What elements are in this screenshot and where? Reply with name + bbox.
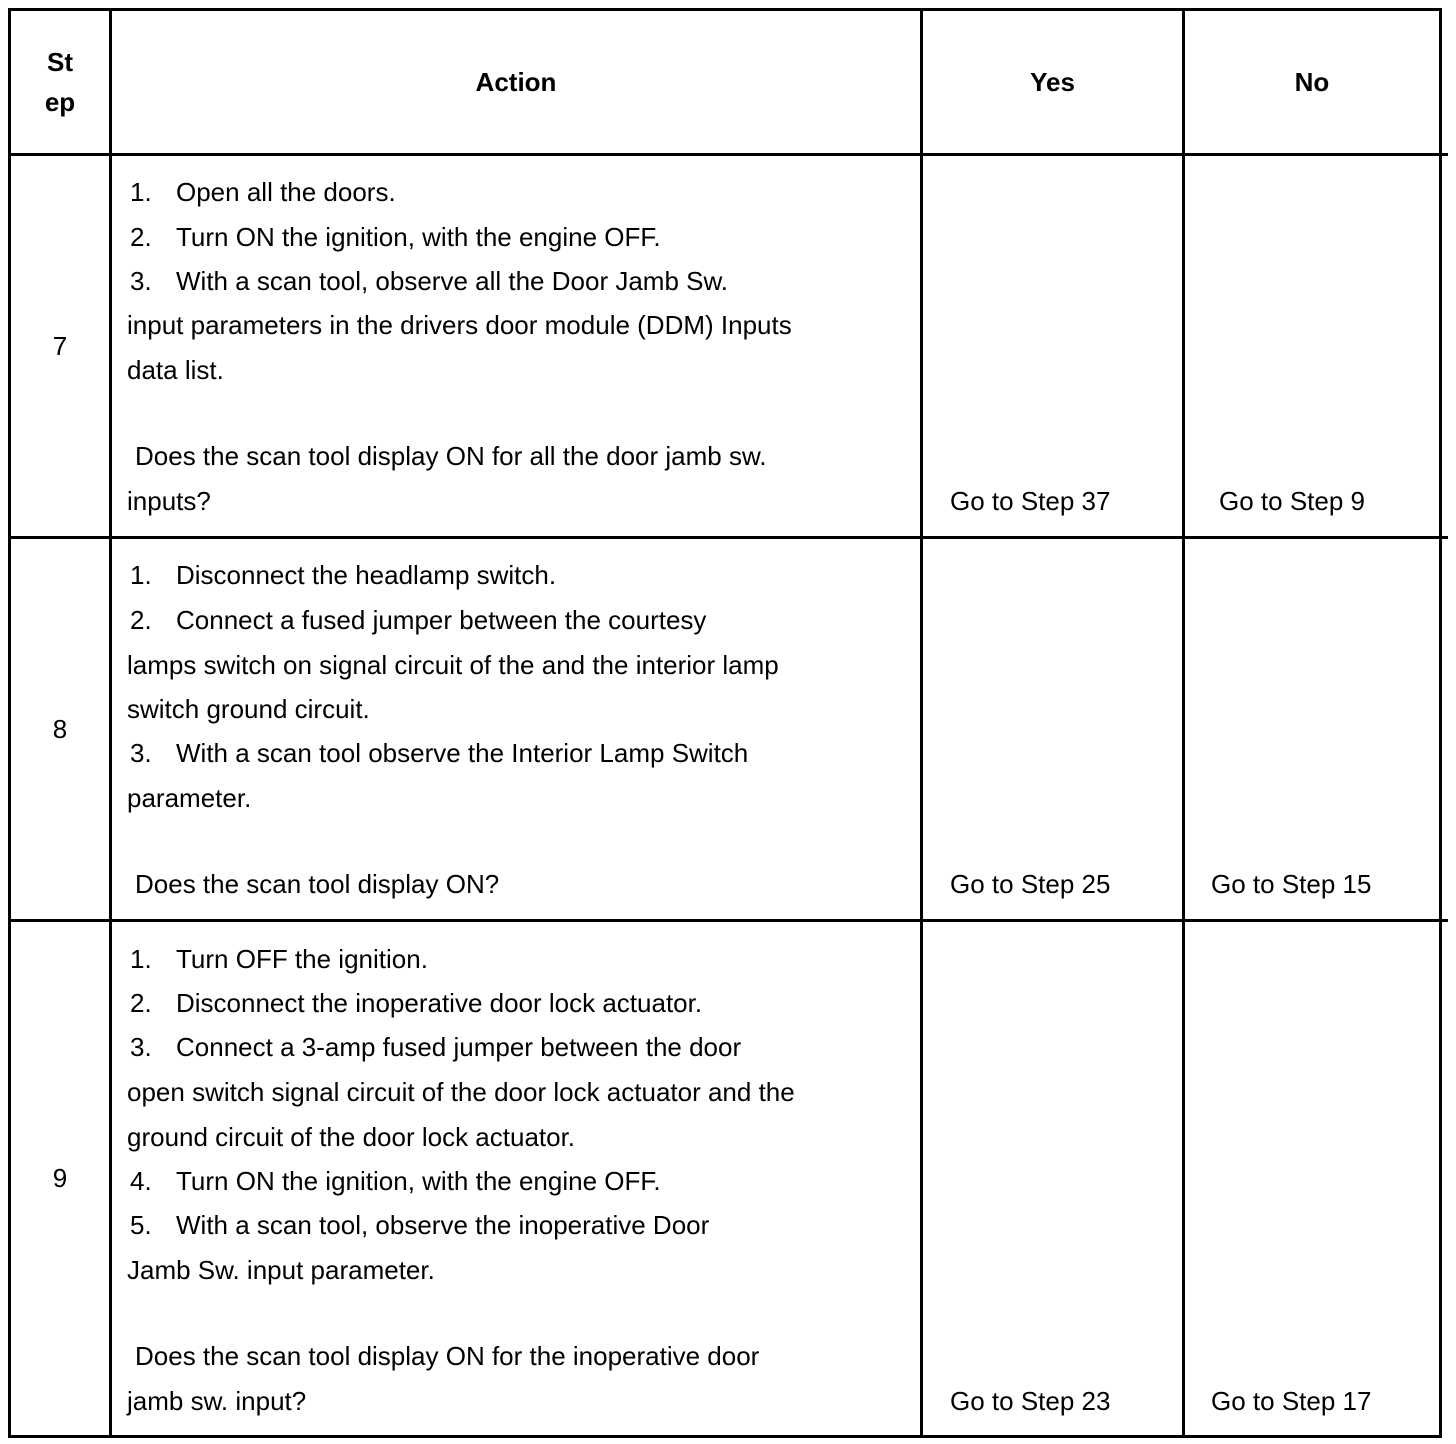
- action-continuation: ground circuit of the door lock actuator.: [127, 1122, 576, 1152]
- item-text: Connect a 3-amp fused jumper between the door: [176, 1032, 742, 1062]
- item-text: Open all the doors.: [176, 177, 396, 207]
- step-number: 9: [52, 1163, 68, 1193]
- action-item: [130, 560, 556, 590]
- step-number: 8: [52, 713, 68, 744]
- item-text: Turn ON the ignition, with the engine OFF.: [176, 222, 661, 252]
- action-continuation: data list.: [127, 355, 224, 385]
- header-step-line1: St: [47, 47, 73, 77]
- yes-result: Go to Step 23: [950, 1386, 1111, 1416]
- header-no: No: [1294, 67, 1330, 97]
- action-item: [130, 605, 706, 635]
- action-item: [130, 266, 728, 296]
- item-number: 3.: [130, 266, 152, 296]
- action-item: [130, 1210, 709, 1240]
- item-text: With a scan tool observe the Interior Lamp Switch: [176, 738, 749, 768]
- header-action: Action: [475, 67, 557, 97]
- header-step-line2: ep: [44, 87, 76, 117]
- action-question: Does the scan tool display ON?: [135, 869, 500, 899]
- action-continuation: switch ground circuit.: [127, 694, 370, 724]
- yes-result: Go to Step 25: [950, 869, 1111, 899]
- item-text: Connect a fused jumper between the courtesy: [176, 605, 707, 635]
- action-item: [130, 944, 428, 974]
- item-number: 2.: [130, 605, 152, 635]
- action-item: [130, 1032, 741, 1062]
- no-result: Go to Step 9: [1219, 486, 1365, 516]
- yes-result: Go to Step 37: [950, 486, 1111, 516]
- step-number: 7: [52, 330, 68, 361]
- header-yes: Yes: [1030, 67, 1075, 97]
- action-item: [130, 1166, 661, 1196]
- header-divider: [8, 153, 1448, 156]
- action-item: [130, 988, 702, 1018]
- item-text: Turn ON the ignition, with the engine OFF.: [176, 1166, 661, 1196]
- action-question: jamb sw. input?: [127, 1386, 307, 1416]
- item-number: 2.: [130, 222, 152, 252]
- action-continuation: input parameters in the drivers door module (DDM) Inputs: [127, 310, 792, 340]
- item-text: Disconnect the inoperative door lock actuator.: [176, 988, 703, 1018]
- item-text: Turn OFF the ignition.: [176, 944, 428, 974]
- item-text: With a scan tool, observe all the Door Jamb Sw.: [176, 266, 729, 296]
- row-divider-7-8: [8, 536, 1448, 539]
- item-text: With a scan tool, observe the inoperative Door: [176, 1210, 710, 1240]
- item-number: 4.: [130, 1166, 152, 1196]
- action-continuation: Jamb Sw. input parameter.: [127, 1255, 435, 1285]
- no-result: Go to Step 17: [1211, 1386, 1372, 1416]
- action-question: inputs?: [127, 486, 211, 516]
- action-item: [130, 177, 396, 207]
- action-question: Does the scan tool display ON for the inoperative door: [135, 1341, 760, 1371]
- item-text: Disconnect the headlamp switch.: [176, 560, 557, 590]
- item-number: 1.: [130, 560, 152, 590]
- column-divider-yes-no: [1182, 8, 1185, 1438]
- column-divider-action-yes: [920, 8, 923, 1438]
- item-number: 2.: [130, 988, 152, 1018]
- action-continuation: open switch signal circuit of the door lock actuator and the: [127, 1077, 795, 1107]
- no-result: Go to Step 15: [1211, 869, 1372, 899]
- action-continuation: lamps switch on signal circuit of the and the interior lamp: [127, 650, 779, 680]
- item-number: 1.: [130, 944, 152, 974]
- item-number: 1.: [130, 177, 152, 207]
- row-divider-8-9: [8, 919, 1448, 922]
- action-continuation: parameter.: [127, 783, 252, 813]
- header-step: [11, 11, 109, 153]
- action-item: [130, 738, 748, 768]
- column-divider-step-action: [109, 8, 112, 1438]
- item-number: 3.: [130, 1032, 152, 1062]
- action-question: Does the scan tool display ON for all the door jamb sw.: [135, 441, 767, 471]
- table-border-bottom: [8, 1435, 1442, 1438]
- item-number: 5.: [130, 1210, 152, 1240]
- action-item: [130, 222, 661, 252]
- item-number: 3.: [130, 738, 152, 768]
- table-border-right: [1439, 8, 1442, 1438]
